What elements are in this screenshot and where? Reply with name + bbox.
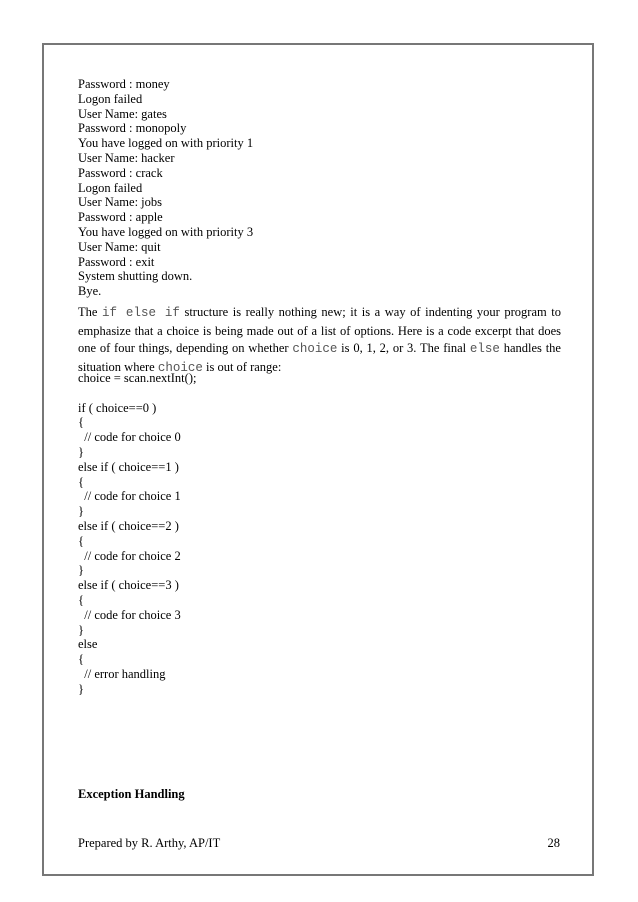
- code-line: {: [78, 474, 84, 489]
- code-line: {: [78, 415, 84, 430]
- code-line: }: [78, 444, 84, 459]
- code-line: // code for choice 1: [78, 489, 181, 504]
- code-line: // code for choice 3: [78, 607, 181, 622]
- code-line: }: [78, 563, 84, 578]
- output-line: User Name: jobs: [78, 195, 163, 210]
- paragraph-text: is out of range:: [202, 359, 282, 374]
- code-excerpt: [78, 371, 196, 697]
- inline-code: else: [469, 342, 500, 357]
- inline-code: if else if: [102, 306, 180, 320]
- inline-code: choice: [157, 360, 203, 375]
- output-line: User Name: gates: [78, 106, 167, 121]
- output-line: Password : money: [78, 77, 170, 91]
- code-line: else if ( choice==2 ): [78, 518, 179, 533]
- output-line: You have logged on with priority 3: [78, 224, 254, 239]
- code-line: [78, 386, 196, 401]
- code-line: else: [78, 637, 98, 652]
- paragraph-text: structure is really nothing new; it is a way of indenting your program to emphasize that a choice is being made out of a list of options. Here is a code excerpt that does one of four things, depending on whether: [78, 305, 561, 356]
- code-line: else if ( choice==3 ): [78, 578, 179, 593]
- output-line: User Name: quit: [78, 239, 161, 254]
- code-line: {: [78, 533, 84, 548]
- paragraph-text: is 0, 1, 2, or 3. The final: [337, 341, 470, 356]
- output-line: Password : monopoly: [78, 121, 187, 136]
- output-line: You have logged on with priority 1: [78, 136, 254, 151]
- footer-author: Prepared by R. Arthy, AP/IT: [78, 836, 221, 850]
- output-line: Bye.: [78, 284, 102, 299]
- inline-code: choice: [292, 342, 338, 357]
- code-line: if ( choice==0 ): [78, 400, 157, 415]
- page-number: 28: [547, 836, 560, 850]
- code-line: {: [78, 592, 84, 607]
- output-line: Password : exit: [78, 254, 155, 269]
- output-line: Password : crack: [78, 165, 163, 180]
- output-line: System shutting down.: [78, 269, 193, 284]
- code-line: }: [78, 504, 84, 519]
- code-line: }: [78, 622, 84, 637]
- output-line: Logon failed: [78, 180, 143, 195]
- paragraph-text: The: [78, 305, 102, 319]
- output-line: User Name: hacker: [78, 150, 175, 165]
- output-line: Password : apple: [78, 210, 163, 225]
- code-line: }: [78, 681, 84, 696]
- program-output: [78, 77, 253, 299]
- code-line: // code for choice 0: [78, 430, 181, 445]
- explanation-paragraph: [78, 304, 561, 377]
- code-line: {: [78, 652, 84, 667]
- code-line: choice = scan.nextInt();: [78, 371, 197, 385]
- section-heading: Exception Handling: [78, 787, 185, 801]
- output-line: Logon failed: [78, 91, 143, 106]
- code-line: else if ( choice==1 ): [78, 459, 179, 474]
- paragraph-text: handles the situation where: [78, 341, 561, 374]
- code-line: // code for choice 2: [78, 548, 181, 563]
- code-line: // error handling: [78, 666, 166, 681]
